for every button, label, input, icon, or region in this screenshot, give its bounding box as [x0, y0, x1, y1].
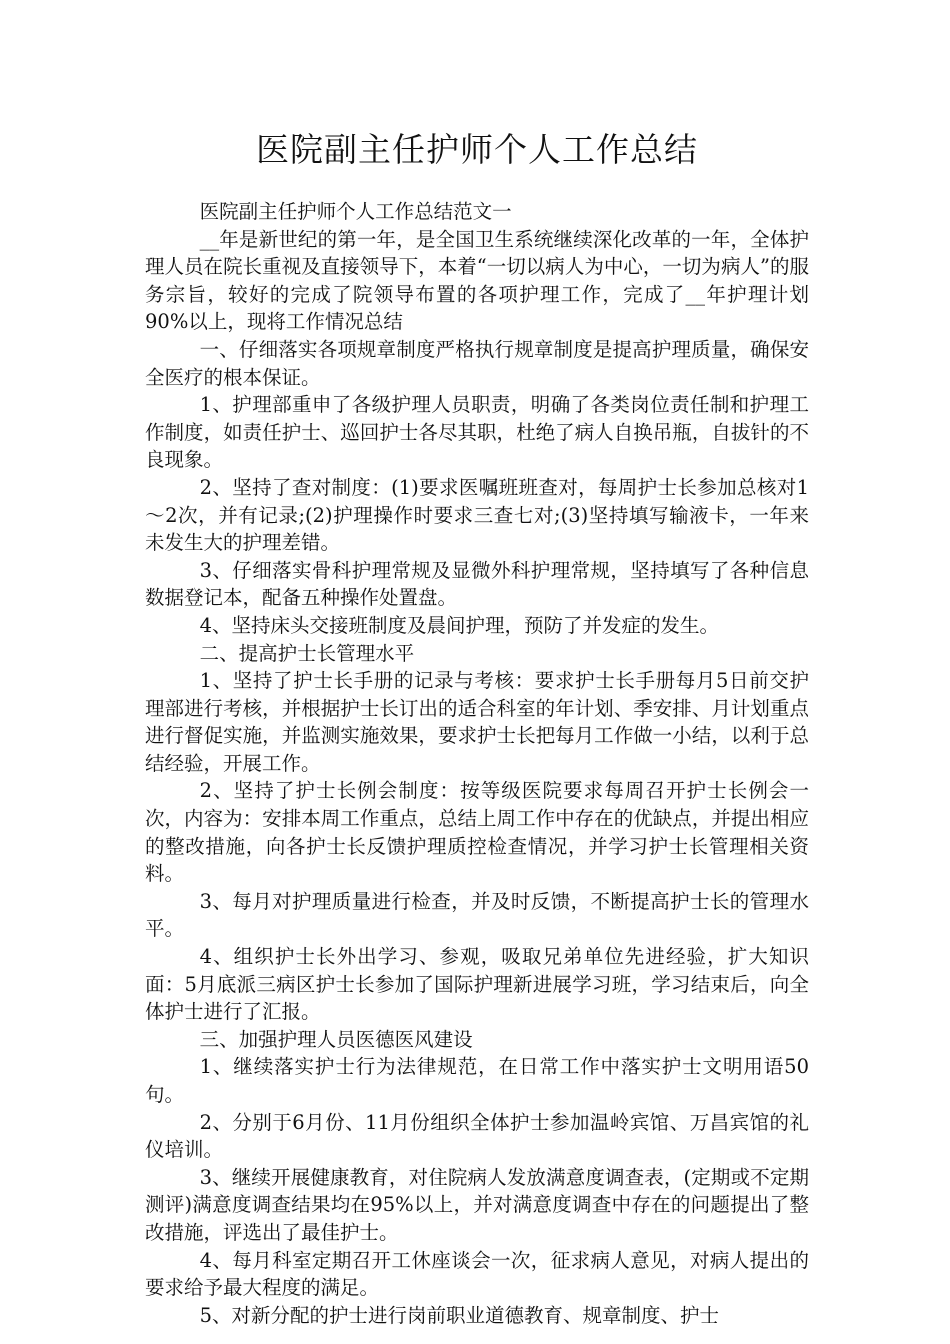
subtitle-paragraph: 医院副主任护师个人工作总结范文一	[199, 200, 512, 223]
document-page	[145, 128, 809, 1329]
section-1-heading: 一、仔细落实各项规章制度严格执行规章制度是提高护理质量，确保安全医疗的根本保证。	[145, 337, 809, 389]
section-3-item-2: 2、分别于6月份、11月份组织全体护士参加温岭宾馆、万昌宾馆的礼仪培训。	[145, 1110, 809, 1162]
section-2-item-3: 3、每月对护理质量进行检查，并及时反馈，不断提高护士长的管理水平。	[145, 889, 809, 941]
document-body	[145, 198, 809, 1329]
section-2-item-2: 2、坚持了护士长例会制度：按等级医院要求每周召开护士长例会一次，内容为：安排本周工作重点，总结上周工作中存在的优缺点，并提出相应的整改措施，向各护士长反馈护理质控检查情况，并学习护士长管理相关资料。	[145, 779, 809, 886]
section-2-item-1: 1、坚持了护士长手册的记录与考核：要求护士长手册每月5日前交护理部进行考核，并根据护士长订出的适合科室的年计划、季安排、月计划重点进行督促实施，并监测实施效果，要求护士长把每月工作做一小结，以利于总结经验，开展工作。	[145, 669, 809, 775]
section-3-heading: 三、加强护理人员医德医风建设	[199, 1027, 473, 1051]
section-3-item-3: 3、继续开展健康教育，对住院病人发放满意度调查表，(定期或不定期测评)满意度调查结果均在95%以上，并对满意度调查中存在的问题提出了整改措施，评选出了最佳护士。	[145, 1165, 809, 1244]
intro-paragraph: __年是新世纪的第一年，是全国卫生系统继续深化改革的一年，全体护理人员在院长重视及直接领导下，本着“一切以病人为中心，一切为病人”的服务宗旨，较好的完成了院领导布置的各项护理工作，完成了__年护理计划90%以上，现将工作情况总结	[145, 227, 809, 334]
section-3-item-4: 4、每月科室定期召开工休座谈会一次，征求病人意见，对病人提出的要求给予最大程度的满足。	[145, 1248, 809, 1300]
section-1-item-3: 3、仔细落实骨科护理常规及显微外科护理常规，坚持填写了各种信息数据登记本，配备五种操作处置盘。	[145, 558, 809, 610]
section-3-item-1: 1、继续落实护士行为法律规范，在日常工作中落实护士文明用语50句。	[145, 1055, 809, 1106]
section-2-heading: 二、提高护士长管理水平	[199, 641, 415, 665]
section-1-item-2: 2、坚持了查对制度：(1)要求医嘱班班查对，每周护士长参加总核对1～2次，并有记录;(2)护理操作时要求三查七对;(3)坚持填写输液卡，一年来未发生大的护理差错。	[145, 475, 809, 555]
document-title: 医院副主任护师个人工作总结	[256, 130, 698, 169]
section-2-item-4: 4、组织护士长外出学习、参观，吸取兄弟单位先进经验，扩大知识面：5月底派三病区护士长参加了国际护理新进展学习班，学习结束后，向全体护士进行了汇报。	[145, 945, 809, 1024]
section-1-item-4: 4、坚持床头交接班制度及晨间护理，预防了并发症的发生。	[199, 613, 720, 637]
section-1-item-1: 1、护理部重申了各级护理人员职责，明确了各类岗位责任制和护理工作制度，如责任护士、巡回护士各尽其职，杜绝了病人自换吊瓶，自拔针的不良现象。	[145, 393, 809, 472]
section-3-item-5: 5、对新分配的护士进行岗前职业道德教育、规章制度、护士	[199, 1303, 720, 1327]
